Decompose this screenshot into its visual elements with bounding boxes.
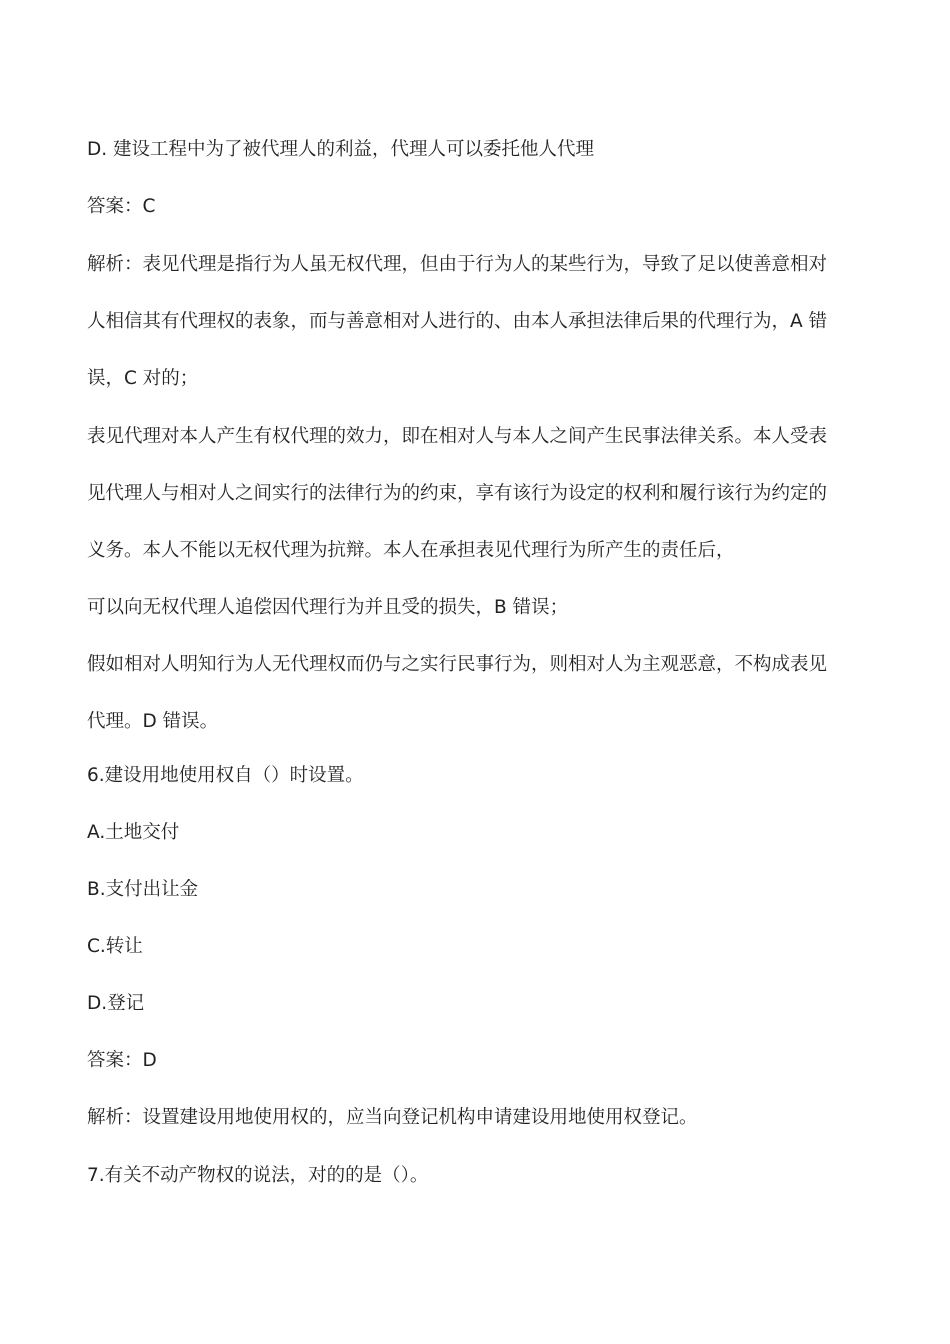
q5-answer: 答案：C (87, 196, 156, 217)
q5-explanation-line-9: 代理。D 错误。 (87, 711, 219, 732)
q5-explanation-line-7: 可以向无权代理人追偿因代理行为并且受的损失，B 错误； (87, 597, 569, 618)
q6-answer: 答案：D (87, 1050, 157, 1071)
q5-explanation-line-4: 表见代理对本人产生有权代理的效力，即在相对人与本人之间产生民事法律关系。本人受表 (87, 426, 828, 447)
q5-explanation-line-8: 假如相对人明知行为人无代理权而仍与之实行民事行为，则相对人为主观恶意，不构成表见 (87, 654, 828, 675)
q6-option-b: B.支付出让金 (87, 879, 199, 900)
q6-option-d: D.登记 (87, 993, 145, 1014)
q5-explanation-line-3: 误，C 对的； (87, 368, 199, 389)
q7-question: 7.有关不动产物权的说法，对的的是（）。 (87, 1165, 429, 1186)
q5-option-d: D. 建设工程中为了被代理人的利益，代理人可以委托他人代理 (87, 139, 595, 160)
q5-explanation-line-5: 见代理人与相对人之间实行的法律行为的约束，享有该行为设定的权利和履行该行为约定的 (87, 483, 828, 504)
q5-explanation-line-6: 义务。本人不能以无权代理为抗辩。本人在承担表见代理行为所产生的责任后， (87, 540, 735, 561)
q6-option-c: C.转让 (87, 936, 143, 957)
q5-explanation-line-2: 人相信其有代理权的表象，而与善意相对人进行的、由本人承担法律后果的代理行为，A 错 (87, 311, 828, 332)
q6-question: 6.建设用地使用权自（）时设置。 (87, 765, 364, 786)
q6-explanation: 解析：设置建设用地使用权的，应当向登记机构申请建设用地使用权登记。 (87, 1107, 698, 1128)
q6-option-a: A.土地交付 (87, 822, 180, 843)
q5-explanation-line-1: 解析：表见代理是指行为人虽无权代理，但由于行为人的某些行为，导致了足以使善意相对 (87, 254, 828, 275)
